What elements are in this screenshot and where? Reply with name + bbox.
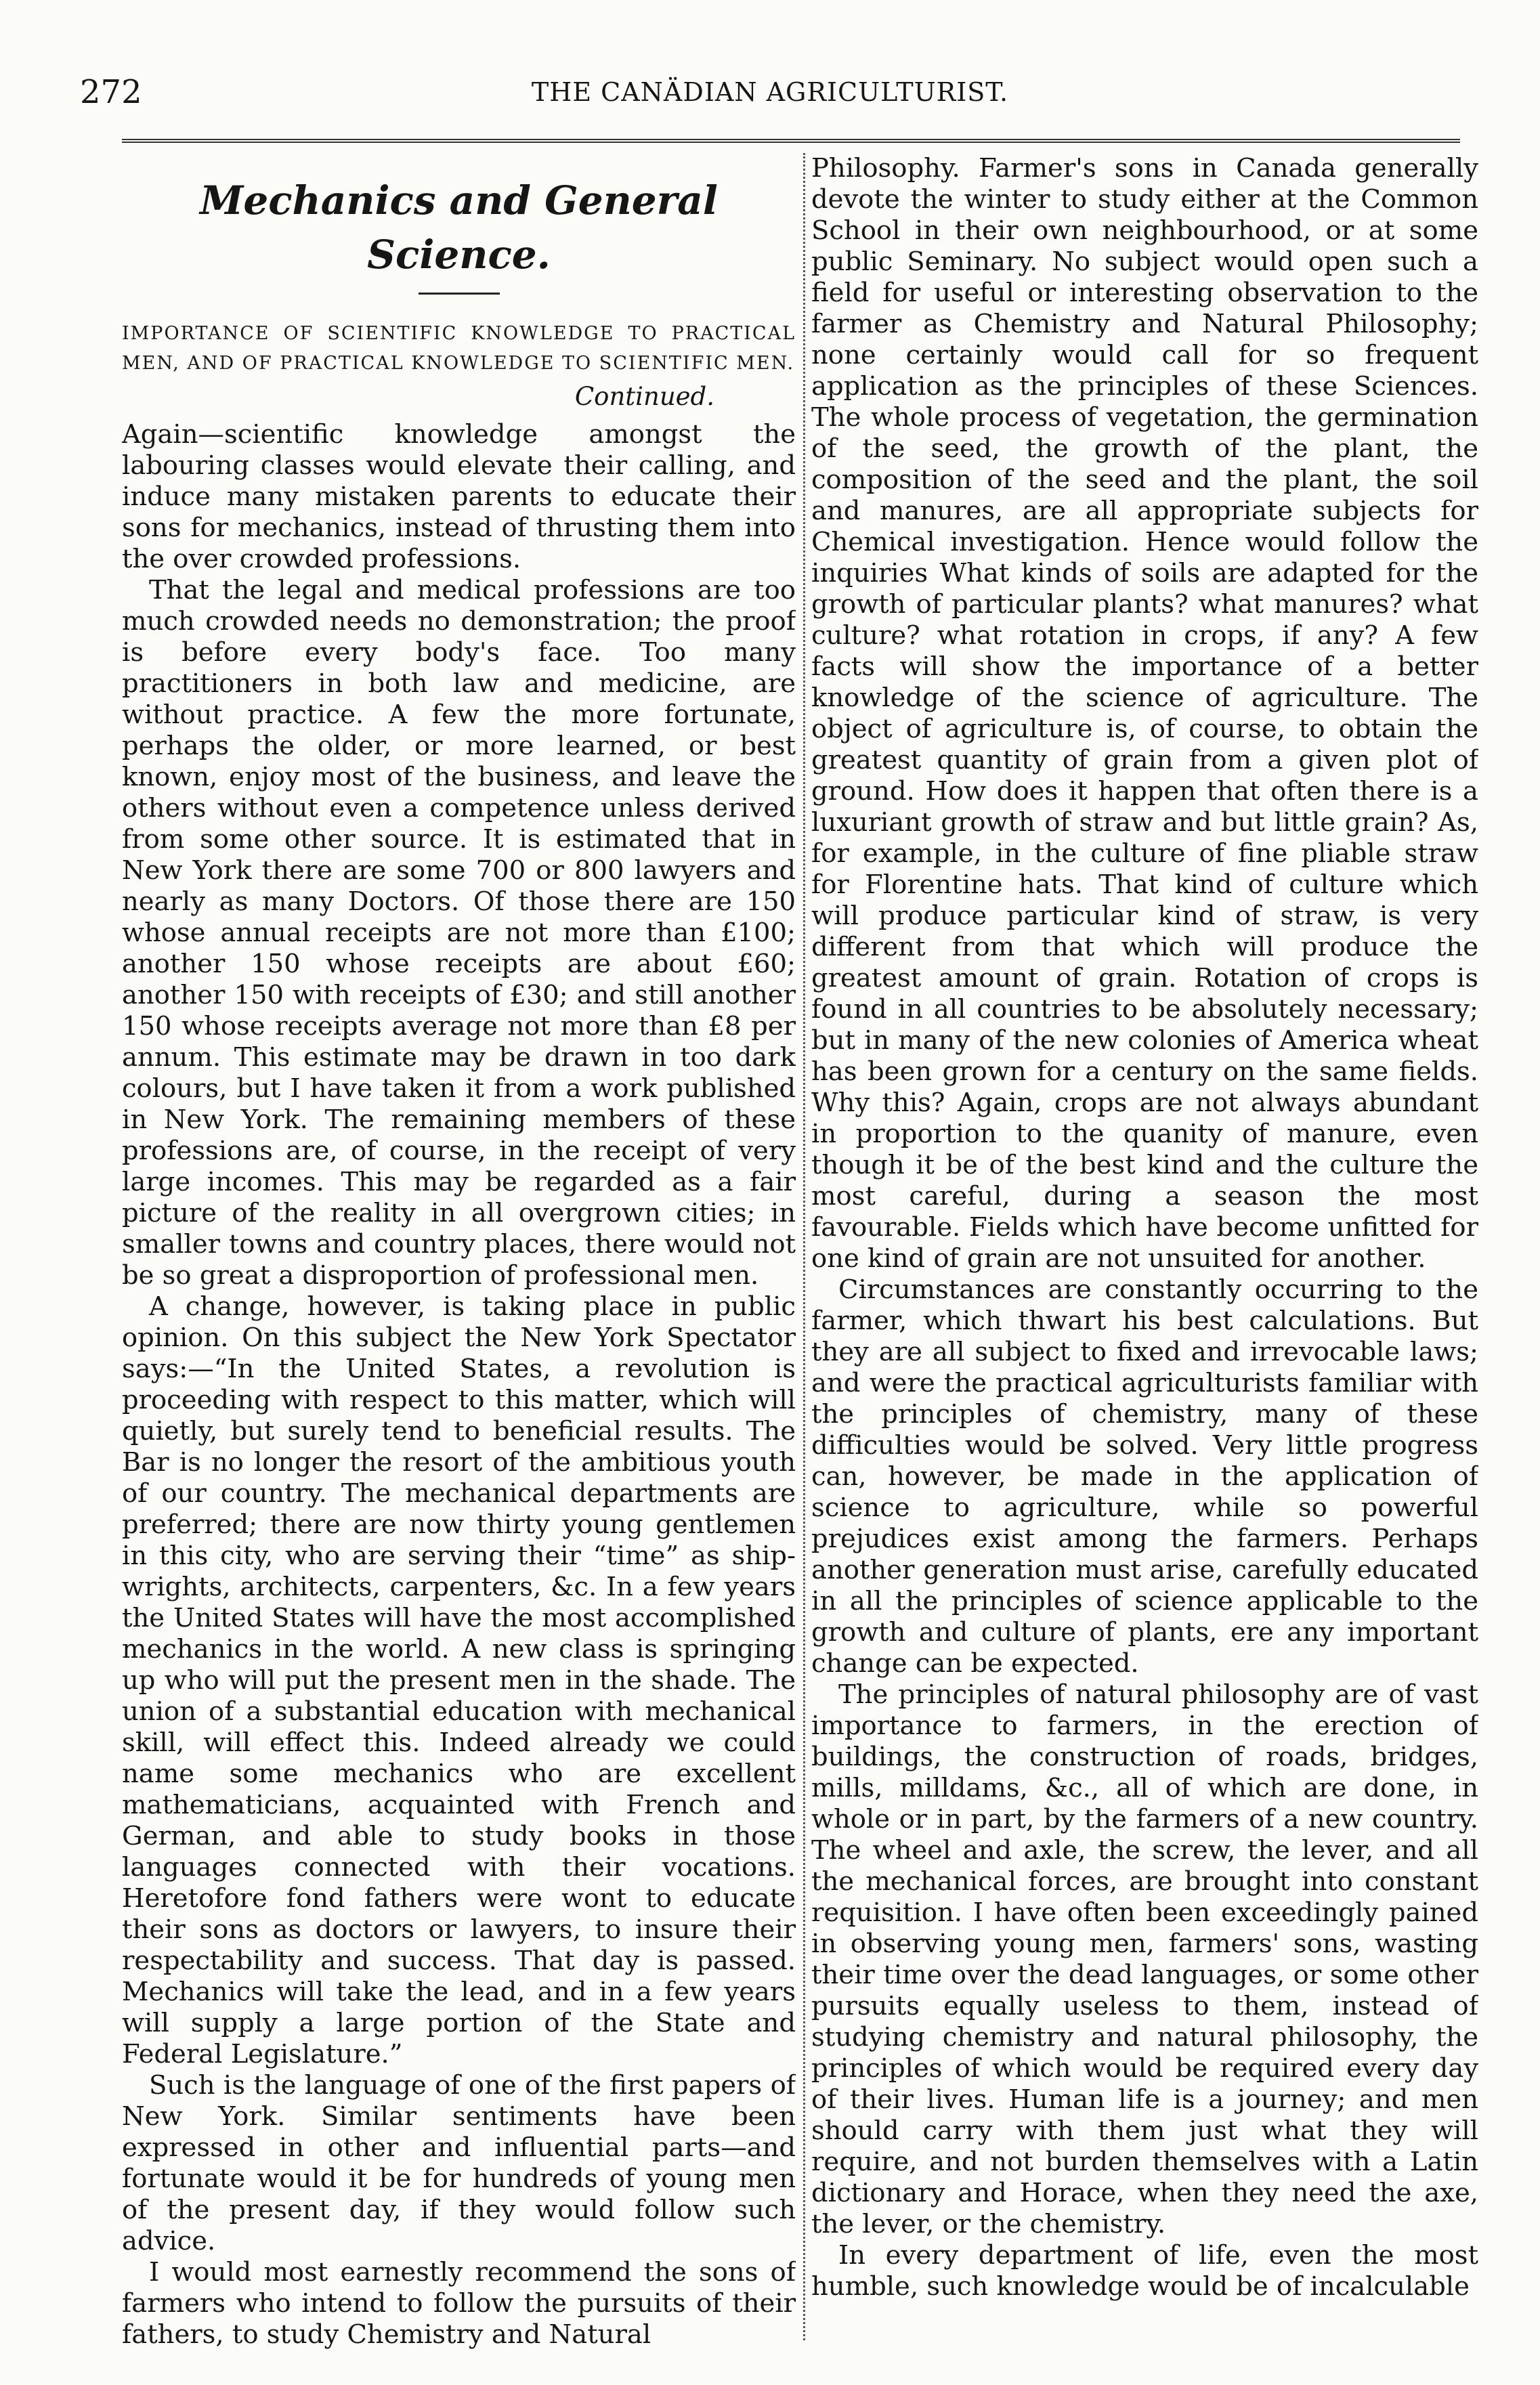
continued-note: Continued.: [574, 382, 714, 411]
right-column: [811, 153, 1478, 2302]
body-paragraph: In every department of life, even the most humble, such knowledge would be of incalculable: [811, 2240, 1478, 2302]
section-heading: Mechanics and General Science.: [200, 177, 718, 278]
header-rule: [122, 139, 1460, 146]
page-number: 272: [80, 73, 142, 111]
column-divider: [803, 153, 805, 2340]
left-column: [122, 153, 796, 2350]
article-title: IMPORTANCE OF SCIENTIFIC KNOWLEDGE TO PRACTICAL MEN, AND OF PRACTICAL KNOWLEDGE TO SCIENTIFIC MEN.: [122, 323, 796, 374]
body-paragraph: The principles of natural philosophy are of vast importance to farmers, in the erection of buildings, the construction of roads, bridges, mills, milldams, &c., all of which are done, in whole or in part, by the farmers of a new country. The wheel and axle, the screw, the lever, and all the mechanical forces, are brought into constant requisition. I have often been exceedingly pained in observing young men, farmers' sons, wasting their time over the dead languages, or some other pursuits equally useless to them, instead of studying chemistry and natural philosophy, the principles of which would be required every day of their lives. Human life is a journey; and men should carry with them just what they will require, and not burden themselves with a Latin dictionary and Horace, when they need the axe, the lever, or the chemistry.: [811, 1679, 1478, 2239]
running-title: THE CANÄDIAN AGRICULTURIST.: [531, 77, 1009, 107]
body-paragraph: That the legal and medical professions are too much crowded needs no demonstration; the proof is before every body's face. Too many practitioners in both law and medicine, are without practice. A few the more fortunate, perhaps the older, or more learned, or best known, enjoy most of the business, and leave the others without even a competence unless derived from some other source. It is estimated that in New York there are some 700 or 800 lawyers and nearly as many Doctors. Of those there are 150 whose annual receipts are not more than £100; another 150 whose receipts are about £60; another 150 with receipts of £30; and still another 150 whose receipts average not more than £8 per annum. This estimate may be drawn in too dark colours, but I have taken it from a work published in New York. The remaining members of these professions are, of course, in the receipt of very large incomes. This may be regarded as a fair picture of the reality in all overgrown cities; in smaller towns and country places, there would not be so great a disproportion of professional men.: [122, 575, 796, 1291]
body-paragraph: Again—scientific knowledge amongst the labouring classes would elevate their calling, and induce many mistaken parents to educate their sons for mechanics, instead of thrusting them into the over crowded professions.: [122, 419, 796, 574]
body-paragraph: Such is the language of one of the first papers of New York. Similar sentiments have been expressed in other and influential parts—and fortunate would it be for hundreds of young men of the present day, if they would follow such advice.: [122, 2070, 796, 2256]
heading-rule: [419, 293, 500, 295]
body-paragraph: Circumstances are constantly occurring to the farmer, which thwart his best calculations. But they are all subject to fixed and irrevocable laws; and were the practical agriculturists familiar with the principles of chemistry, many of these difficulties would be solved. Very little progress can, however, be made in the application of science to agriculture, while so powerful prejudices exist among the farmers. Perhaps another generation must arise, carefully educated in all the principles of science applicable to the growth and culture of plants, ere any important change can be expected.: [811, 1274, 1478, 1679]
body-paragraph: A change, however, is taking place in public opinion. On this subject the New York Spectator says:—“In the United States, a revolution is proceeding with respect to this matter, which will quietly, but surely tend to beneficial results. The Bar is no longer the resort of the ambitious youth of our country. The mechanical departments are preferred; there are now thirty young gentlemen in this city, who are serving their “time” as ship-wrights, architects, carpenters, &c. In a few years the United States will have the most accomplished mechanics in the world. A new class is springing up who will put the present men in the shade. The union of a substantial education with mechanical skill, will effect this. Indeed already we could name some mechanics who are excellent mathematicians, acquainted with French and German, and able to study books in those languages connected with their vocations. Heretofore fond fathers were wont to educate their sons as doctors or lawyers, to insure their respectability and success. That day is passed. Mechanics will take the lead, and in a few years will supply a large portion of the State and Federal Legislature.”: [122, 1291, 796, 2069]
body-paragraph: Philosophy. Farmer's sons in Canada generally devote the winter to study either at the Common School in their own neighbourhood, or at some public Seminary. No subject would open such a field for useful or interesting observation to the farmer as Chemistry and Natural Philosophy; none certainly would call for so frequent application as the principles of these Sciences. The whole process of vegetation, the germination of the seed, the growth of the plant, the composition of the seed and the plant, the soil and manures, are all appropriate subjects for Chemical investigation. Hence would follow the inquiries What kinds of soils are adapted for the growth of particular plants? what manures? what culture? what rotation in crops, if any? A few facts will show the importance of a better knowledge of the science of agriculture. The object of agriculture is, of course, to obtain the greatest quantity of grain from a given plot of ground. How does it happen that often there is a luxuriant growth of straw and but little grain? As, for example, in the culture of fine pliable straw for Florentine hats. That kind of culture which will produce particular kind of straw, is very different from that which will produce the greatest amount of grain. Rotation of crops is found in all countries to be absolutely necessary; but in many of the new colonies of America wheat has been grown for a century on the same fields. Why this? Again, crops are not always abundant in proportion to the quanity of manure, even though it be of the best kind and the culture the most careful, during a season the most favourable. Fields which have become unfitted for one kind of grain are not unsuited for another.: [811, 153, 1478, 1274]
running-head: [80, 73, 1460, 121]
body-paragraph: I would most earnestly recommend the sons of farmers who intend to follow the pursuits of their fathers, to study Chemistry and Natural: [122, 2257, 796, 2350]
